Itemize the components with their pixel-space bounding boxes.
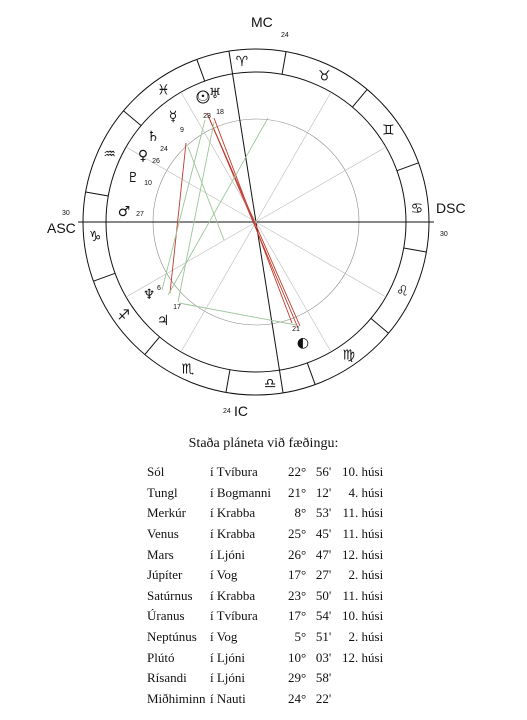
cell-min: 03' bbox=[315, 649, 332, 665]
cell-name: Miðhiminn bbox=[147, 690, 206, 706]
planet-degree: 21 bbox=[292, 326, 300, 333]
cell-house bbox=[331, 668, 383, 689]
cell-name: Úranus bbox=[147, 608, 185, 624]
cell-min: 47' bbox=[315, 546, 332, 562]
planet-degree: 6 bbox=[157, 285, 161, 292]
table-row bbox=[147, 689, 383, 710]
cell-min: 54' bbox=[315, 608, 332, 624]
zodiac-sign-icon: ♎ bbox=[263, 375, 277, 392]
sign-divider bbox=[93, 273, 115, 281]
planet-degree: 27 bbox=[136, 211, 144, 218]
cell-house: 4. húsi bbox=[348, 484, 384, 500]
table-row bbox=[147, 647, 383, 668]
table-row bbox=[147, 627, 383, 648]
planet-icon: ◐ bbox=[296, 335, 310, 351]
planet-icon: ☉ bbox=[196, 89, 210, 105]
sign-divider bbox=[86, 192, 109, 196]
cell-sign: í Ljóni bbox=[210, 670, 246, 686]
cell-deg: 23° bbox=[288, 587, 307, 603]
cell-house: 11. húsi bbox=[342, 505, 384, 521]
cell-deg: 17° bbox=[288, 567, 307, 583]
planet-icon: ♃ bbox=[156, 313, 170, 329]
zodiac-sign-icon: ♒ bbox=[103, 146, 116, 163]
planet-degree: 9 bbox=[180, 127, 184, 134]
zodiac-sign-icon: ♐ bbox=[117, 307, 130, 324]
house-cusp bbox=[256, 92, 331, 222]
cell-deg: 24° bbox=[288, 690, 307, 706]
cell-min: 51' bbox=[315, 629, 332, 645]
planet-icon: ♅ bbox=[208, 86, 222, 102]
cell-name: Tungl bbox=[147, 484, 178, 500]
planet-icon: ♆ bbox=[142, 287, 156, 303]
cell-deg: 17° bbox=[288, 608, 307, 624]
planet-icon: ♄ bbox=[146, 129, 160, 145]
cell-min: 58' bbox=[315, 670, 332, 686]
cell-name: Plútó bbox=[147, 649, 175, 665]
cell-min: 27' bbox=[315, 567, 332, 583]
planet-degree: 10 bbox=[144, 180, 152, 187]
table-row bbox=[147, 524, 383, 545]
cell-deg: 8° bbox=[294, 505, 307, 521]
cell-house: 2. húsi bbox=[348, 629, 384, 645]
table-row bbox=[147, 503, 383, 524]
sign-divider bbox=[307, 363, 315, 385]
cell-min: 22' bbox=[315, 690, 332, 706]
cell-name: Neptúnus bbox=[147, 629, 197, 645]
cell-min: 12' bbox=[315, 484, 332, 500]
planet-degree: 26 bbox=[152, 158, 160, 165]
cell-house bbox=[331, 689, 383, 710]
cell-deg: 10° bbox=[288, 649, 307, 665]
cell-name: Rísandi bbox=[147, 670, 187, 686]
cell-sign: í Bogmanni bbox=[210, 484, 272, 500]
cell-sign: í Tvíbura bbox=[210, 464, 258, 480]
zodiac-sign-icon: ♋ bbox=[410, 200, 424, 217]
aspect-line bbox=[179, 303, 296, 325]
table-row bbox=[147, 462, 383, 483]
planet-positions-section bbox=[0, 436, 527, 709]
house-cusp bbox=[126, 222, 256, 297]
cell-deg: 29° bbox=[288, 670, 307, 686]
table-row bbox=[147, 565, 383, 586]
cell-house: 11. húsi bbox=[342, 587, 384, 603]
planet-positions-table bbox=[147, 462, 383, 709]
table-row bbox=[147, 606, 383, 627]
planet-icon: ☿ bbox=[168, 109, 178, 125]
dsc-label: DSC bbox=[436, 200, 466, 216]
aspect-line bbox=[170, 143, 186, 293]
table-row bbox=[147, 668, 383, 689]
cell-min: 50' bbox=[315, 587, 332, 603]
zodiac-sign-icon: ♌ bbox=[396, 283, 409, 300]
planet-degree: 23 bbox=[203, 113, 211, 120]
sign-divider bbox=[197, 59, 205, 81]
zodiac-sign-icon: ♓ bbox=[157, 82, 170, 99]
planet-icon: ♀ bbox=[137, 148, 149, 164]
cell-min: 45' bbox=[315, 526, 332, 542]
aspect-lines bbox=[162, 113, 300, 328]
house-cusp bbox=[256, 222, 386, 297]
cell-name: Satúrnus bbox=[147, 587, 193, 603]
cell-name: Mars bbox=[147, 546, 174, 562]
table-row bbox=[147, 544, 383, 565]
ic-label: IC bbox=[234, 403, 248, 419]
cell-sign: í Ljóni bbox=[210, 649, 246, 665]
planet-degree: 17 bbox=[173, 304, 181, 311]
cell-name: Venus bbox=[147, 526, 179, 542]
zodiac-sign-icon: ♊ bbox=[382, 122, 395, 139]
cell-min: 56' bbox=[315, 464, 332, 480]
cell-house: 12. húsi bbox=[342, 649, 384, 665]
zodiac-sign-icon: ♏ bbox=[181, 361, 195, 378]
aspect-line bbox=[162, 120, 205, 290]
house-cusp bbox=[181, 222, 256, 352]
sign-divider bbox=[371, 318, 389, 333]
ic-degree: 24 bbox=[223, 408, 231, 415]
cell-name: Merkúr bbox=[147, 505, 186, 521]
cell-sign: í Vog bbox=[210, 629, 238, 645]
aspect-line bbox=[214, 118, 292, 323]
mc-label: MC bbox=[251, 14, 273, 30]
cell-sign: í Ljóni bbox=[210, 546, 246, 562]
table-title: Staða pláneta við fæðingu: bbox=[188, 436, 339, 451]
cell-name: Sól bbox=[147, 464, 165, 480]
cell-house: 2. húsi bbox=[348, 567, 384, 583]
cell-deg: 22° bbox=[288, 464, 307, 480]
cell-house: 12. húsi bbox=[342, 546, 384, 562]
zodiac-sign-icon: ♈ bbox=[235, 54, 249, 71]
cell-deg: 5° bbox=[294, 629, 307, 645]
planet-degree: 24 bbox=[160, 146, 168, 153]
cell-deg: 21° bbox=[288, 484, 307, 500]
zodiac-sign-icon: ♉ bbox=[317, 68, 331, 85]
cell-house: 10. húsi bbox=[342, 608, 384, 624]
sign-divider bbox=[123, 111, 141, 126]
sign-divider bbox=[404, 248, 427, 252]
dsc-degree: 30 bbox=[440, 231, 448, 238]
zodiac-sign-icon: ♑ bbox=[88, 229, 102, 246]
cell-house: 10. húsi bbox=[342, 464, 384, 480]
planet-icon: ♇ bbox=[126, 170, 140, 186]
sign-divider bbox=[352, 89, 367, 107]
sign-divider bbox=[397, 163, 419, 171]
cell-sign: í Tvíbura bbox=[210, 608, 258, 624]
table-row bbox=[147, 586, 383, 607]
sign-divider bbox=[226, 370, 230, 393]
house-cusp bbox=[256, 147, 386, 222]
cell-deg: 26° bbox=[288, 546, 307, 562]
cell-sign: í Krabba bbox=[210, 587, 256, 603]
cell-house: 11. húsi bbox=[342, 526, 384, 542]
planet-degree: 18 bbox=[216, 109, 224, 116]
wheel-structure bbox=[78, 49, 434, 395]
cell-deg: 25° bbox=[288, 526, 307, 542]
asc-label: ASC bbox=[47, 220, 76, 236]
mc-degree: 24 bbox=[281, 32, 289, 39]
cell-sign: í Nauti bbox=[210, 690, 246, 706]
asc-degree: 30 bbox=[62, 210, 70, 217]
cell-name: Júpíter bbox=[147, 567, 183, 583]
sign-divider bbox=[282, 52, 286, 75]
zodiac-sign-icon: ♍ bbox=[342, 347, 355, 364]
cell-sign: í Vog bbox=[210, 567, 238, 583]
sign-divider bbox=[145, 337, 160, 355]
table-row bbox=[147, 483, 383, 504]
planet-icon: ♂ bbox=[117, 204, 131, 220]
cell-sign: í Krabba bbox=[210, 526, 256, 542]
cell-min: 53' bbox=[315, 505, 332, 521]
cell-sign: í Krabba bbox=[210, 505, 256, 521]
